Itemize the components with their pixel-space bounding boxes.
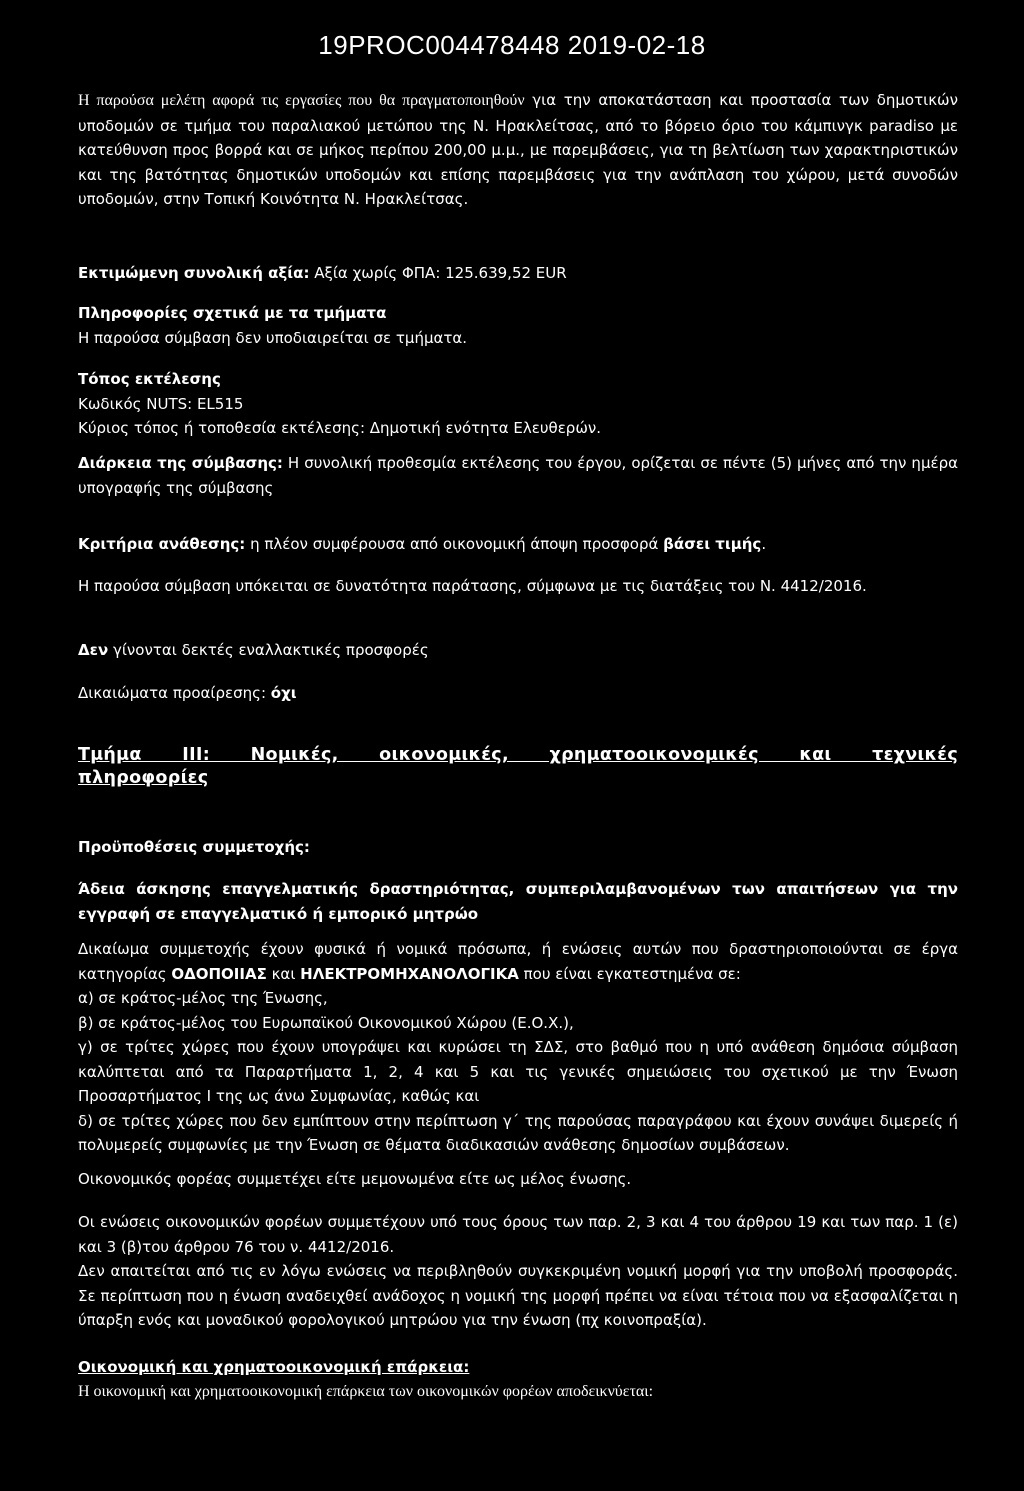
lots-heading: Πληροφορίες σχετικά με τα τμήματα [78,304,387,322]
variants-bold: Δεν [78,641,109,659]
duration-label: Διάρκεια της σύμβασης: [78,454,283,472]
description-text: για την αποκατάσταση και προστασία των δημοτικών υποδομών σε τμήμα του παραλιακού μετώπου της Ν. Ηρακλείτσας, από το βόρειο όριο του κάμπινγκ paradiso με κατεύθυνση προς βορρά και σε μήκος περίπου 200,00 μ.μ., με παρεμβάσεις, για τη βελτίωση των χαρακτηριστικών και της βατότητας δημοτικών υποδομών και επίσης παρεμβάσεις για την ανάπλαση του χώρου, μετά συνοδών υποδομών, στην Τοπική Κοινότητα Ν. Ηρακλείτσας. [78,91,958,208]
main-site: Κύριος τόπος ή τοποθεσία εκτέλεσης: Δημοτική ενότητα Ελευθερών. [78,419,602,437]
estimated-value-label: Εκτιμώμενη συνολική αξία: [78,264,310,282]
description-serif-lead: Η παρούσα μελέτη αφορά τις εργασίες που θα πραγματοποιηθούν [78,92,525,109]
options-value: όχι [270,684,297,702]
award-label: Κριτήρια ανάθεσης: [78,535,246,553]
contract-duration [78,451,958,500]
eligibility-and: και [266,964,301,983]
lots-text: Η παρούσα σύμβαση δεν υποδιαιρείται σε τμήματα. [78,328,468,347]
financial-standing [78,1355,958,1404]
award-text: η πλέον συμφέρουσα από οικονομική άποψη προσφορά [245,535,664,553]
lots-info [78,301,958,350]
financial-text: Η οικονομική και χρηματοοικονομική επάρκεια των οικονομικών φορέων αποδεικνύεται: [78,1382,654,1400]
category-road-works: ΟΔΟΠΟΙΙΑΣ [171,964,267,983]
options-note [78,681,958,706]
document-id-header: 19PROC004478448 2019-02-18 [318,30,706,60]
joint-participation-p2: Δεν απαιτείται από τις εν λόγω ενώσεις να περιβληθούν συγκεκριμένη νομική μορφή για την υποβολή προσφοράς. Σε περίπτωση που η ένωση αναδειχθεί ανάδοχος η νομική της μορφή πρέπει να είναι τέτοια που να εξασφαλίζεται η ύπαρξη ενός και μοναδικού φορολογικού μητρώου για την ένωση (πχ κοινοπραξία). [78,1262,958,1329]
individual-participation: Οικονομικός φορέας συμμετέχει είτε μεμονωμένα είτε ως μέλος ένωσης. [78,1170,632,1188]
eligibility-item-a: α) σε κράτος-μέλος της Ένωσης, [78,989,328,1007]
eligibility-item-b: β) σε κράτος-μέλος του Ευρωπαϊκού Οικονομικού Χώρου (Ε.Ο.Χ.), [78,1013,574,1032]
eligibility-intro [78,937,958,986]
conditions-heading: Προϋποθέσεις συμμετοχής: [78,838,310,856]
eligibility-intro-text: Δικαίωμα συμμετοχής έχουν φυσικά ή νομικά πρόσωπα, ή ενώσεις αυτών που δραστηριοποιούνται σε έργα κατηγορίας [78,940,958,983]
variants-note [78,638,958,663]
award-criteria [78,532,958,557]
category-electromechanical: ΗΛΕΚΤΡΟΜΗΧΑΝΟΛΟΓΙΚΑ [300,964,519,983]
estimated-value [78,261,958,286]
variants-text: γίνονται δεκτές εναλλακτικές προσφορές [108,641,429,659]
joint-participation [78,1210,958,1333]
eligibility-section [78,937,958,1158]
section-3-title [78,744,958,790]
nuts-code: Κωδικός NUTS: EL515 [78,394,244,413]
joint-participation-p1: Οι ενώσεις οικονομικών φορέων συμμετέχουν υπό τους όρους των παρ. 2, 3 και 4 του άρθρου 19 και των παρ. 1 (ε) και 3 (β)του άρθρου 76 του ν. 4412/2016. [78,1213,958,1256]
award-dot: . [761,535,767,553]
eligibility-item-c: γ) σε τρίτες χώρες που έχουν υπογράψει και κυρώσει τη ΣΔΣ, στο βαθμό που η υπό ανάθεση δημόσια σύμβαση καλύπτεται από τα Παραρτήματα 1, 2, 4 και 5 και τις γενικές σημειώσεις του σχετικού με την Ένωση Προσαρτήματος Ι της ως άνω Συμφωνίας, καθώς και [78,1038,958,1105]
eligibility-item-d: δ) σε τρίτες χώρες που δεν εμπίπτουν στην περίπτωση γ΄ της παρούσας παραγράφου και έχουν συνάψει διμερείς ή πολυμερείς συμφωνίες με την Ένωση σε θέματα διαδικασιών ανάθεσης δημοσίων συμβάσεων. [78,1111,958,1154]
options-label: Δικαιώματα προαίρεσης: [78,684,271,702]
eligibility-intro-end: που είναι εγκατεστημένα σε: [518,964,741,983]
extension-note: Η παρούσα σύμβαση υπόκειται σε δυνατότητα παράτασης, σύμφωνα με τις διατάξεις του Ν. 4412/2016. [78,577,867,595]
place-heading: Τόπος εκτέλεσης [78,370,221,388]
section-3-title-line2: πληροφορίες [78,768,209,788]
award-basis: βάσει τιμής [663,535,762,553]
section-3-title-line1: Τμήμα III: Νομικές, οικονομικές, χρηματοοικονομικές και τεχνικές [78,745,958,765]
estimated-value-text: Αξία χωρίς ΦΠΑ: 125.639,52 EUR [309,264,567,282]
financial-heading: Οικονομική και χρηματοοικονομική επάρκεια: [78,1358,470,1376]
license-heading: Άδεια άσκησης επαγγελματικής δραστηριότητας, συμπεριλαμβανομένων των απαιτήσεων για την εγγραφή σε επαγγελματικό ή εμπορικό μητρώο [78,880,958,923]
duration-text: Η συνολική προθεσμία εκτέλεσης του έργου, ορίζεται σε πέντε (5) μήνες από την ημέρα υπογραφής της σύμβασης [78,454,958,497]
place-of-performance [78,367,958,441]
project-description [78,88,958,212]
